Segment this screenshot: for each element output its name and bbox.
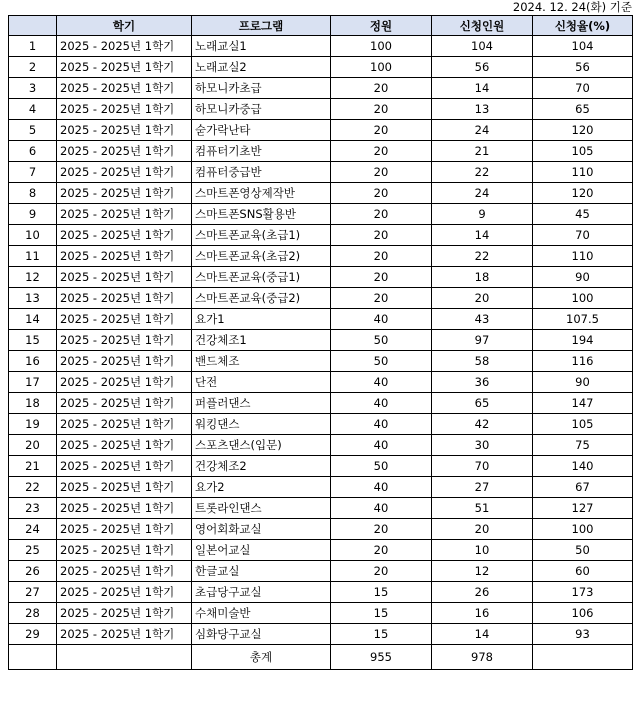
cell-term: 2025 - 2025년 1학기 — [57, 519, 192, 540]
cell-rate: 70 — [533, 78, 633, 99]
table-row — [9, 225, 633, 246]
cell-capacity: 40 — [331, 309, 432, 330]
cell-capacity: 50 — [331, 351, 432, 372]
cell-applicants: 24 — [432, 183, 533, 204]
table-row — [9, 435, 633, 456]
cell-applicants: 97 — [432, 330, 533, 351]
cell-applicants: 30 — [432, 435, 533, 456]
cell-capacity: 100 — [331, 57, 432, 78]
cell-rate: 75 — [533, 435, 633, 456]
cell-capacity: 15 — [331, 582, 432, 603]
cell-applicants: 20 — [432, 519, 533, 540]
cell-rate: 56 — [533, 57, 633, 78]
cell-term: 2025 - 2025년 1학기 — [57, 141, 192, 162]
cell-term: 2025 - 2025년 1학기 — [57, 57, 192, 78]
cell-no: 1 — [9, 36, 57, 57]
cell-no: 4 — [9, 99, 57, 120]
header-program: 프로그램 — [192, 16, 331, 36]
cell-capacity: 50 — [331, 330, 432, 351]
cell-program: 스포츠댄스(입문) — [192, 435, 331, 456]
cell-no: 20 — [9, 435, 57, 456]
cell-program: 스마트폰영상제작반 — [192, 183, 331, 204]
cell-applicants: 104 — [432, 36, 533, 57]
cell-term: 2025 - 2025년 1학기 — [57, 561, 192, 582]
cell-rate: 70 — [533, 225, 633, 246]
table-row — [9, 288, 633, 309]
cell-applicants: 70 — [432, 456, 533, 477]
cell-applicants: 16 — [432, 603, 533, 624]
cell-term: 2025 - 2025년 1학기 — [57, 204, 192, 225]
cell-applicants: 36 — [432, 372, 533, 393]
cell-program: 영어회화교실 — [192, 519, 331, 540]
cell-rate: 105 — [533, 141, 633, 162]
cell-applicants: 20 — [432, 288, 533, 309]
cell-program: 컴퓨터중급반 — [192, 162, 331, 183]
cell-rate: 90 — [533, 267, 633, 288]
cell-program: 건강체조1 — [192, 330, 331, 351]
cell-term: 2025 - 2025년 1학기 — [57, 309, 192, 330]
cell-program: 요가2 — [192, 477, 331, 498]
cell-capacity: 20 — [331, 225, 432, 246]
cell-no: 26 — [9, 561, 57, 582]
cell-capacity: 20 — [331, 561, 432, 582]
cell-program: 요가1 — [192, 309, 331, 330]
cell-program: 하모니카중급 — [192, 99, 331, 120]
cell-program: 노래교실2 — [192, 57, 331, 78]
cell-program: 수채미술반 — [192, 603, 331, 624]
table-row — [9, 183, 633, 204]
cell-applicants: 43 — [432, 309, 533, 330]
cell-applicants: 22 — [432, 246, 533, 267]
cell-rate: 106 — [533, 603, 633, 624]
table-row — [9, 309, 633, 330]
cell-rate: 93 — [533, 624, 633, 645]
cell-program: 컴퓨터기초반 — [192, 141, 331, 162]
cell-program: 초급당구교실 — [192, 582, 331, 603]
table-row — [9, 330, 633, 351]
cell-program: 일본어교실 — [192, 540, 331, 561]
cell-program: 단전 — [192, 372, 331, 393]
table-row — [9, 477, 633, 498]
table-row — [9, 36, 633, 57]
cell-capacity: 15 — [331, 624, 432, 645]
cell-program: 스마트폰교육(초급2) — [192, 246, 331, 267]
cell-capacity: 40 — [331, 414, 432, 435]
cell-no: 9 — [9, 204, 57, 225]
cell-applicants: 9 — [432, 204, 533, 225]
cell-capacity: 20 — [331, 519, 432, 540]
cell-applicants: 21 — [432, 141, 533, 162]
cell-capacity: 20 — [331, 288, 432, 309]
cell-capacity: 20 — [331, 141, 432, 162]
cell-term: 2025 - 2025년 1학기 — [57, 456, 192, 477]
cell-program: 한글교실 — [192, 561, 331, 582]
cell-no: 28 — [9, 603, 57, 624]
cell-capacity: 20 — [331, 267, 432, 288]
table-row — [9, 519, 633, 540]
cell-program: 스마트폰SNS활용반 — [192, 204, 331, 225]
cell-applicants: 65 — [432, 393, 533, 414]
cell-no: 29 — [9, 624, 57, 645]
cell-term: 2025 - 2025년 1학기 — [57, 99, 192, 120]
table-row — [9, 498, 633, 519]
cell-applicants: 26 — [432, 582, 533, 603]
cell-rate: 104 — [533, 36, 633, 57]
table-row — [9, 351, 633, 372]
cell-rate: 120 — [533, 183, 633, 204]
date-note: 2024. 12. 24(화) 기준 — [512, 0, 632, 14]
table-row — [9, 540, 633, 561]
header-applicants: 신청인원 — [432, 16, 533, 36]
table-row — [9, 582, 633, 603]
table-row — [9, 456, 633, 477]
cell-program: 노래교실1 — [192, 36, 331, 57]
cell-no: 19 — [9, 414, 57, 435]
cell-no: 6 — [9, 141, 57, 162]
cell-rate: 65 — [533, 99, 633, 120]
cell-no: 10 — [9, 225, 57, 246]
table-row — [9, 414, 633, 435]
cell-applicants: 14 — [432, 78, 533, 99]
cell-term: 2025 - 2025년 1학기 — [57, 351, 192, 372]
cell-no: 12 — [9, 267, 57, 288]
table-row — [9, 204, 633, 225]
header-no — [9, 16, 57, 36]
total-capacity: 955 — [331, 645, 432, 670]
cell-rate: 67 — [533, 477, 633, 498]
header-capacity: 정원 — [331, 16, 432, 36]
cell-capacity: 50 — [331, 456, 432, 477]
cell-program: 심화당구교실 — [192, 624, 331, 645]
cell-capacity: 20 — [331, 99, 432, 120]
cell-capacity: 20 — [331, 204, 432, 225]
cell-term: 2025 - 2025년 1학기 — [57, 372, 192, 393]
total-row — [9, 645, 633, 670]
cell-rate: 116 — [533, 351, 633, 372]
cell-applicants: 56 — [432, 57, 533, 78]
cell-term: 2025 - 2025년 1학기 — [57, 435, 192, 456]
table-row — [9, 141, 633, 162]
cell-no: 14 — [9, 309, 57, 330]
cell-applicants: 51 — [432, 498, 533, 519]
cell-applicants: 24 — [432, 120, 533, 141]
cell-program: 건강체조2 — [192, 456, 331, 477]
cell-term: 2025 - 2025년 1학기 — [57, 267, 192, 288]
cell-capacity: 20 — [331, 120, 432, 141]
cell-no: 23 — [9, 498, 57, 519]
cell-applicants: 13 — [432, 99, 533, 120]
cell-capacity: 100 — [331, 36, 432, 57]
cell-rate: 173 — [533, 582, 633, 603]
cell-no: 13 — [9, 288, 57, 309]
cell-no: 7 — [9, 162, 57, 183]
cell-capacity: 40 — [331, 372, 432, 393]
total-applicants: 978 — [432, 645, 533, 670]
cell-rate: 140 — [533, 456, 633, 477]
cell-term: 2025 - 2025년 1학기 — [57, 225, 192, 246]
cell-rate: 100 — [533, 519, 633, 540]
cell-no: 5 — [9, 120, 57, 141]
cell-term: 2025 - 2025년 1학기 — [57, 498, 192, 519]
table-row — [9, 120, 633, 141]
cell-term: 2025 - 2025년 1학기 — [57, 36, 192, 57]
table-row — [9, 603, 633, 624]
table-row — [9, 393, 633, 414]
cell-applicants: 42 — [432, 414, 533, 435]
cell-program: 숟가락난타 — [192, 120, 331, 141]
cell-no: 21 — [9, 456, 57, 477]
cell-no: 16 — [9, 351, 57, 372]
cell-term: 2025 - 2025년 1학기 — [57, 162, 192, 183]
header-term: 학기 — [57, 16, 192, 36]
cell-no: 25 — [9, 540, 57, 561]
cell-no: 18 — [9, 393, 57, 414]
cell-rate: 107.5 — [533, 309, 633, 330]
cell-applicants: 22 — [432, 162, 533, 183]
cell-rate: 110 — [533, 162, 633, 183]
cell-term: 2025 - 2025년 1학기 — [57, 246, 192, 267]
total-term-cell — [57, 645, 192, 670]
cell-no: 3 — [9, 78, 57, 99]
cell-capacity: 15 — [331, 603, 432, 624]
table-row — [9, 561, 633, 582]
cell-rate: 45 — [533, 204, 633, 225]
cell-no: 15 — [9, 330, 57, 351]
cell-capacity: 20 — [331, 78, 432, 99]
cell-term: 2025 - 2025년 1학기 — [57, 582, 192, 603]
cell-rate: 90 — [533, 372, 633, 393]
header-rate: 신청율(%) — [533, 16, 633, 36]
cell-no: 24 — [9, 519, 57, 540]
total-no-cell — [9, 645, 57, 670]
header-row — [9, 16, 633, 36]
cell-term: 2025 - 2025년 1학기 — [57, 414, 192, 435]
cell-no: 8 — [9, 183, 57, 204]
cell-applicants: 18 — [432, 267, 533, 288]
cell-program: 트롯라인댄스 — [192, 498, 331, 519]
cell-rate: 127 — [533, 498, 633, 519]
table-row — [9, 99, 633, 120]
table-row — [9, 267, 633, 288]
cell-program: 스마트폰교육(중급1) — [192, 267, 331, 288]
cell-rate: 110 — [533, 246, 633, 267]
table-body — [9, 36, 633, 645]
cell-program: 스마트폰교육(초급1) — [192, 225, 331, 246]
cell-program: 워킹댄스 — [192, 414, 331, 435]
cell-rate: 60 — [533, 561, 633, 582]
cell-capacity: 20 — [331, 540, 432, 561]
cell-rate: 50 — [533, 540, 633, 561]
cell-capacity: 40 — [331, 498, 432, 519]
table-row — [9, 624, 633, 645]
cell-capacity: 40 — [331, 435, 432, 456]
cell-program: 하모니카초급 — [192, 78, 331, 99]
table-row — [9, 78, 633, 99]
cell-capacity: 20 — [331, 162, 432, 183]
cell-no: 17 — [9, 372, 57, 393]
table-row — [9, 372, 633, 393]
cell-capacity: 40 — [331, 477, 432, 498]
cell-rate: 120 — [533, 120, 633, 141]
total-label: 총계 — [192, 645, 331, 670]
cell-program: 스마트폰교육(중급2) — [192, 288, 331, 309]
cell-applicants: 58 — [432, 351, 533, 372]
table-row — [9, 162, 633, 183]
cell-rate: 105 — [533, 414, 633, 435]
enrollment-table — [8, 15, 633, 670]
cell-no: 27 — [9, 582, 57, 603]
cell-no: 2 — [9, 57, 57, 78]
cell-term: 2025 - 2025년 1학기 — [57, 330, 192, 351]
cell-no: 22 — [9, 477, 57, 498]
cell-applicants: 12 — [432, 561, 533, 582]
table-row — [9, 246, 633, 267]
cell-term: 2025 - 2025년 1학기 — [57, 183, 192, 204]
cell-program: 밴드체조 — [192, 351, 331, 372]
cell-program: 퍼플러댄스 — [192, 393, 331, 414]
cell-term: 2025 - 2025년 1학기 — [57, 477, 192, 498]
cell-term: 2025 - 2025년 1학기 — [57, 624, 192, 645]
cell-applicants: 14 — [432, 225, 533, 246]
cell-capacity: 20 — [331, 183, 432, 204]
cell-rate: 100 — [533, 288, 633, 309]
cell-applicants: 14 — [432, 624, 533, 645]
cell-applicants: 27 — [432, 477, 533, 498]
table-row — [9, 57, 633, 78]
cell-capacity: 40 — [331, 393, 432, 414]
cell-term: 2025 - 2025년 1학기 — [57, 603, 192, 624]
cell-term: 2025 - 2025년 1학기 — [57, 393, 192, 414]
cell-term: 2025 - 2025년 1학기 — [57, 540, 192, 561]
cell-rate: 194 — [533, 330, 633, 351]
cell-term: 2025 - 2025년 1학기 — [57, 78, 192, 99]
cell-capacity: 20 — [331, 246, 432, 267]
cell-applicants: 10 — [432, 540, 533, 561]
cell-rate: 147 — [533, 393, 633, 414]
total-rate — [533, 645, 633, 670]
cell-term: 2025 - 2025년 1학기 — [57, 288, 192, 309]
cell-no: 11 — [9, 246, 57, 267]
cell-term: 2025 - 2025년 1학기 — [57, 120, 192, 141]
